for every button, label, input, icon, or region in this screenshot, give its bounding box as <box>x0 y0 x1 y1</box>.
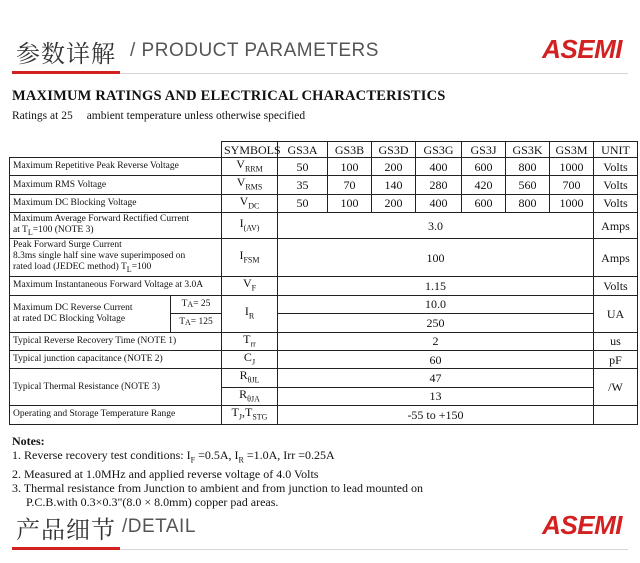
note-3-cont: P.C.B.with 0.3×0.3"(8.0 × 8.0mm) copper pad areas. <box>26 495 279 510</box>
header-accent-bar <box>12 547 120 550</box>
symbol: $I_{(AV)}$ <box>222 213 278 239</box>
param-label: Typical Thermal Resistance (NOTE 3) <box>10 369 222 406</box>
unit: /W <box>594 369 638 406</box>
cell-value: 200 <box>372 158 416 176</box>
cell-value: 250 <box>278 314 594 333</box>
cell-value: 600 <box>462 194 506 212</box>
col-header: GS3A <box>278 142 328 158</box>
table-row <box>10 369 638 387</box>
notes-title: Notes: <box>12 434 45 448</box>
col-header: SYMBOLS <box>222 142 278 158</box>
unit: Volts <box>594 277 638 295</box>
table-row <box>10 239 638 277</box>
cell-value: 47 <box>278 369 594 387</box>
param-label: Typical junction capacitance (NOTE 2) <box>10 350 222 368</box>
section-title-en: /DETAIL <box>122 516 196 537</box>
note-3: 3. Thermal resistance from Junction to ambient and from junction to lead mounted on <box>12 481 424 496</box>
col-header: UNIT <box>594 142 638 158</box>
section-title-cn: 参数详解 <box>16 40 116 68</box>
cell-value: 1.15 <box>278 277 594 295</box>
table-header-row <box>10 142 638 158</box>
symbol: $I_R$ <box>222 295 278 332</box>
header-accent-bar <box>12 71 120 74</box>
unit: Volts <box>594 158 638 176</box>
spec-table <box>9 141 638 425</box>
cell-value: 140 <box>372 176 416 194</box>
cell-value: 280 <box>416 176 462 194</box>
note-1: 1. Reverse recovery test conditions: $I_F =0.5A$, $I_R =1.0A$, Irr =0.25A <box>12 448 335 465</box>
cell-value: 400 <box>416 194 462 212</box>
asemi-logo: ASEMI <box>542 34 622 64</box>
cell-value: 60 <box>278 350 594 368</box>
section-header-detail <box>12 504 628 550</box>
col-header: GS3B <box>328 142 372 158</box>
cell-value: 400 <box>416 158 462 176</box>
cell-value: 3.0 <box>278 213 594 239</box>
col-header: GS3J <box>462 142 506 158</box>
cell-value: -55 to +150 <box>278 406 594 424</box>
col-header: GS3K <box>506 142 550 158</box>
unit: Volts <box>594 194 638 212</box>
table-row <box>10 277 638 295</box>
asemi-logo: ASEMI <box>542 510 622 540</box>
symbol: $I_{FSM}$ <box>222 239 278 277</box>
unit: UA <box>594 295 638 332</box>
param-label: Peak Forward Surge Current 8.3ms single half sine wave superimposed on rated load (JEDEC method) $T_L=100$ <box>10 239 222 277</box>
note-2: 2. Measured at 1.0MHz and applied reverse voltage of 4.0 Volts <box>12 467 319 482</box>
table-row <box>10 213 638 239</box>
cell-value: 100 <box>278 239 594 277</box>
cell-value: 50 <box>278 194 328 212</box>
param-label: Maximum DC Reverse Current at rated DC Blocking Voltage T A = 25 T A = 125 <box>10 295 222 332</box>
param-label: Typical Reverse Recovery Time (NOTE 1) <box>10 332 222 350</box>
doc-title: MAXIMUM RATINGS AND ELECTRICAL CHARACTERISTICS <box>12 88 446 104</box>
param-label: Maximum Repetitive Peak Reverse Voltage <box>10 158 222 176</box>
cell-value: 600 <box>462 158 506 176</box>
section-title-cn: 产品细节 <box>16 516 116 544</box>
section-header-parameters <box>12 28 628 74</box>
cell-value: 700 <box>550 176 594 194</box>
cell-value: 70 <box>328 176 372 194</box>
param-label: Operating and Storage Temperature Range <box>10 406 222 424</box>
param-label: Maximum Instantaneous Forward Voltage at 3.0A <box>10 277 222 295</box>
cell-value: 100 <box>328 194 372 212</box>
unit <box>594 406 638 424</box>
cell-value: 560 <box>506 176 550 194</box>
cell-value: 1000 <box>550 158 594 176</box>
symbol: $T_J,T_{STG}$ <box>222 406 278 424</box>
cell-value: 2 <box>278 332 594 350</box>
condition-ta125: T A = 125 <box>179 317 213 328</box>
cell-value: 1000 <box>550 194 594 212</box>
param-label: Maximum DC Blocking Voltage <box>10 194 222 212</box>
symbol: $V_{RMS}$ <box>222 176 278 194</box>
symbol: $V_{RRM}$ <box>222 158 278 176</box>
col-header: GS3G <box>416 142 462 158</box>
cell-value: 13 <box>278 387 594 405</box>
col-header: GS3M <box>550 142 594 158</box>
condition-ta25: T A = 25 <box>171 296 221 315</box>
param-label: Maximum Average Forward Rectified Current at $T_L=100$ (NOTE 3) <box>10 213 222 239</box>
cell-value: 800 <box>506 194 550 212</box>
symbol: $R_{\theta JA}$ <box>222 387 278 405</box>
col-header: GS3D <box>372 142 416 158</box>
section-title-en: / PRODUCT PARAMETERS <box>130 40 379 61</box>
unit: Amps <box>594 239 638 277</box>
symbol: $R_{\theta JL}$ <box>222 369 278 387</box>
unit: us <box>594 332 638 350</box>
table-row <box>10 194 638 212</box>
doc-subtitle: Ratings at 25 ambient temperature unless otherwise specified <box>12 110 306 122</box>
table-row <box>10 332 638 350</box>
table-row <box>10 350 638 368</box>
cell-value: 800 <box>506 158 550 176</box>
symbol: $C_J$ <box>222 350 278 368</box>
param-label: Maximum RMS Voltage <box>10 176 222 194</box>
unit: pF <box>594 350 638 368</box>
cell-value: 50 <box>278 158 328 176</box>
unit: Amps <box>594 213 638 239</box>
unit: Volts <box>594 176 638 194</box>
cell-value: 100 <box>328 158 372 176</box>
notes <box>12 434 423 509</box>
cell-value: 35 <box>278 176 328 194</box>
table-row <box>10 158 638 176</box>
cell-value: 420 <box>462 176 506 194</box>
table-row <box>10 295 638 314</box>
symbol: $V_{DC}$ <box>222 194 278 212</box>
cell-value: 200 <box>372 194 416 212</box>
cell-value: 10.0 <box>278 295 594 314</box>
table-row <box>10 176 638 194</box>
table-row <box>10 406 638 424</box>
symbol: $V_F$ <box>222 277 278 295</box>
symbol: $T_{rr}$ <box>222 332 278 350</box>
